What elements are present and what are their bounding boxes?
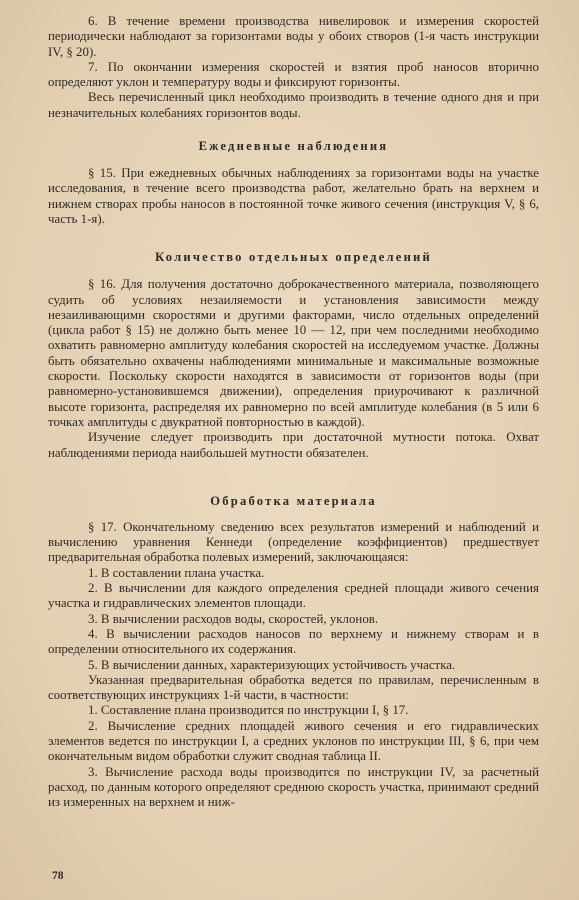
paragraph: Указанная предварительная обработка ведется по правилам, перечисленным в соответствующих инструкциях 1-й части, в частности:	[48, 672, 539, 703]
list-item: 4. В вычислении расходов наносов по верхнему и нижнему створам и в определении относительного их содержания.	[48, 626, 539, 657]
list-item: 2. В вычислении для каждого определения средней площади живого сечения участка и гидравлических элементов площади.	[48, 581, 539, 611]
list-item: 5. В вычислении данных, характеризующих устойчивость участка.	[88, 657, 456, 672]
paragraph: § 17. Окончательному сведению всех результатов измерений и наблюдений и вычислению уравнения Кеннеди (определение коэффициентов) предшествует предварительная обработка полевых измерений, заключающаяся:	[48, 519, 539, 565]
paragraph: 6. В течение времени производства нивелировок и измерения скоростей периодически наблюдают за горизонтами воды у обоих створов (1-я часть инструкции IV, § 20).	[48, 14, 539, 59]
paragraph: Весь перечисленный цикл необходимо производить в течение одного дня и при незначительных колебаниях горизонтов воды.	[48, 90, 539, 120]
section-heading-material-processing: Обработка материала	[210, 493, 377, 508]
paragraph: Изучение следует производить при достаточной мутности потока. Охват наблюдениями периода наибольшей мутности обязателен.	[48, 430, 539, 460]
page-number: 78	[52, 870, 64, 882]
list-item: 2. Вычисление средних площадей живого сечения и его гидравлических элементов ведется по инструкции I, а средних уклонов по инструкции III, § 6, при чем окончательным видом обработки служит сводная таблица II.	[48, 718, 539, 764]
paragraph: § 15. При ежедневных обычных наблюдениях за горизонтами воды на участке исследования, в течение всего производства работ, желательно брать на верхнем и нижнем створах пробы наносов в постоянной точке живого сечения (инструкция V, § 6, часть 1-я).	[48, 166, 539, 226]
processing-steps-list	[48, 566, 539, 673]
section-heading-number-of-determinations: Количество отдельных определений	[155, 250, 432, 265]
list-item: 3. Вычисление расхода воды производится по инструкции IV, за расчетный расход, по данным которого определяют среднюю скорость участка, принимают средний из измеренных на верхнем и ниж-	[48, 764, 539, 810]
list-item: 1. В составлении плана участка.	[88, 565, 265, 580]
list-item: 3. В вычислении расходов воды, скоростей, уклонов.	[88, 611, 379, 626]
intro-block	[48, 14, 539, 121]
paragraph: § 16. Для получения достаточно доброкачественного материала, позволяющего судить об условиях незаиляемости и установления зависимости между незаиливающими скоростями и другими факторами, число отдельных определений (цикла работ § 15) не должно быть менее 10 — 12, при чем последними необходимо охватить равномерно амплитуду колебания скоростей на исследуемом участке. Должны быть обязательно охвачены наблюдениями минимальные и максимальные возможные скорости. Поскольку скорости находятся в зависимости от горизонтов воды (при равномерно-установившемся движении), определения приурочивают к различной высоте горизонта, распределяя их равномерно по всей амплитуде колебания (в 5 или 6 точках амплитуды с двукратной повторностью в каждой).	[48, 277, 539, 429]
list-item: 1. Составление плана производится по инструкции I, § 17.	[88, 703, 409, 718]
paragraph: 7. По окончании измерения скоростей и взятия проб наносов вторично определяют уклон и температуру воды и фиксируют горизонты.	[48, 59, 539, 90]
processing-details-list	[48, 703, 539, 810]
section-heading-daily-observations: Ежедневные наблюдения	[198, 139, 389, 154]
